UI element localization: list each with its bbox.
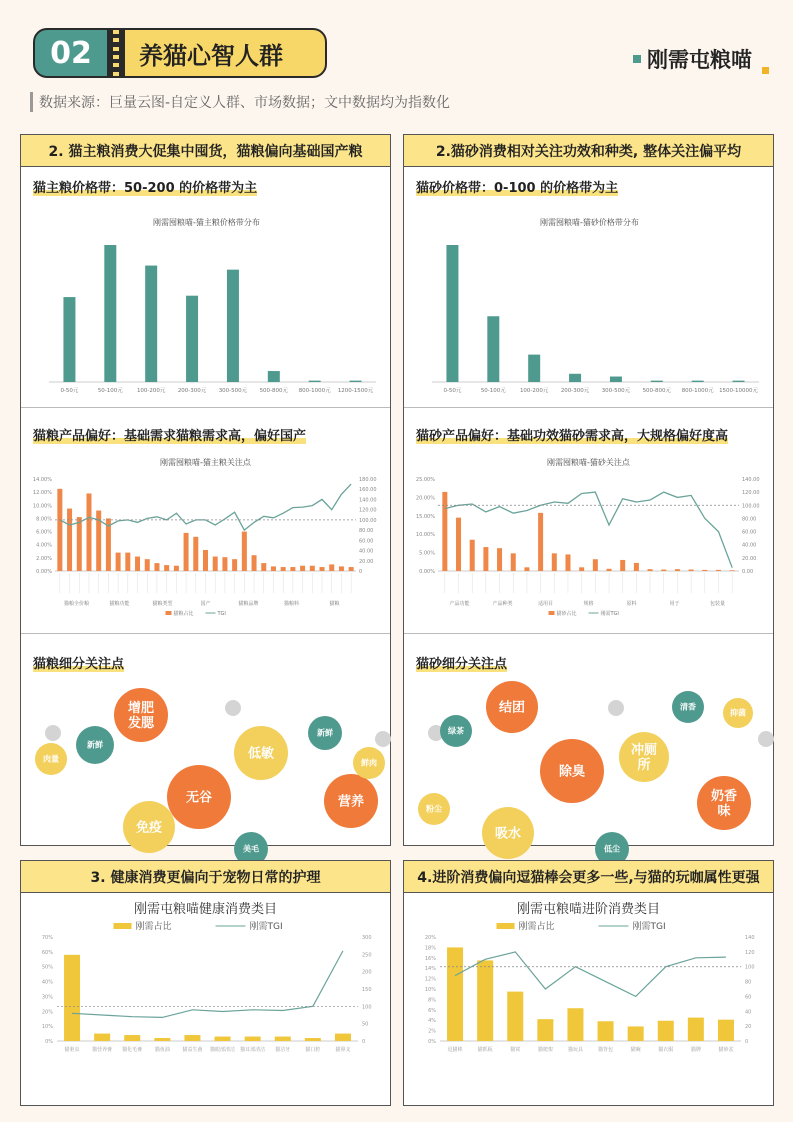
bar: [537, 1019, 553, 1041]
x-tick-label: 猫营养膏: [92, 1047, 113, 1053]
group-label: 用于: [669, 601, 680, 607]
y2-tick-label: 100: [362, 1004, 372, 1011]
y-tick-label: 10.00%: [32, 503, 52, 510]
chart-health-categories: [23, 897, 388, 1103]
bar: [350, 381, 362, 382]
divider: [404, 407, 773, 408]
x-tick-label: 1200-1500元: [337, 388, 374, 394]
x-tick-label: 猫抓板: [477, 1047, 493, 1053]
y-tick-label: 0.00%: [419, 569, 435, 575]
bar: [702, 570, 707, 571]
y-tick-label: 70%: [41, 935, 53, 941]
y2-tick-label: 100.00: [359, 517, 377, 524]
bar: [689, 570, 694, 571]
bubble-label: 结团: [498, 700, 526, 716]
bubble-label: 除臭: [558, 764, 586, 780]
bar: [349, 567, 354, 571]
bubble-label: 增肥: [127, 700, 155, 716]
subtitle-price-band: 猫主粮价格带：50-200 的价格带为主: [33, 181, 258, 196]
y-tick-label: 12%: [424, 976, 436, 983]
bar: [305, 1038, 321, 1041]
bar: [329, 564, 334, 571]
bar: [252, 555, 257, 571]
legend-line-label: 刚需TGI: [600, 611, 619, 617]
y-tick-label: 0.00%: [36, 569, 52, 575]
bubble-label: 味: [717, 803, 731, 819]
y2-tick-label: 100.00: [742, 503, 760, 510]
group-label: 原料: [626, 601, 637, 607]
chart-cat-litter-price: [412, 205, 767, 400]
y2-tick-label: 60: [745, 994, 752, 1001]
x-tick-label: 500-800元: [642, 388, 672, 394]
bar: [245, 1037, 261, 1041]
x-tick-label: 猫眼部清洁: [210, 1047, 236, 1053]
x-tick-label: 200-300元: [177, 388, 207, 394]
x-tick-label: 1500-10000元: [719, 388, 759, 394]
bar: [203, 550, 208, 571]
bar: [57, 489, 62, 571]
bubble-label: 营养: [337, 794, 365, 810]
y2-tick-label: 120.00: [359, 507, 377, 514]
legend-bar-swatch: [497, 923, 515, 929]
bar: [593, 559, 598, 571]
legend-bar-swatch: [166, 611, 172, 615]
bar: [446, 245, 458, 382]
bubble-label: 奶香: [710, 788, 738, 804]
legend-line-label: 刚需TGI: [632, 922, 666, 932]
bar: [174, 566, 179, 571]
y-tick-label: 8%: [428, 997, 436, 1004]
panel-title: 2. 猫主粮消费大促集中囤货，猫粮偏向基础国产粮: [21, 135, 390, 167]
y2-tick-label: 120: [745, 949, 755, 956]
bubble-cat-litter: [404, 683, 773, 854]
bar: [135, 557, 140, 571]
bar: [261, 563, 266, 571]
bar: [658, 1021, 674, 1041]
y-tick-label: 14.00%: [32, 477, 52, 483]
subtitle-detail-focus: 猫粮细分关注点: [33, 657, 125, 672]
bar: [447, 947, 463, 1041]
x-tick-label: 50-100元: [480, 388, 506, 394]
bar: [718, 1020, 734, 1041]
bar: [598, 1021, 614, 1041]
bubble-label: 低敏: [247, 746, 275, 762]
y-tick-label: 25.00%: [415, 477, 435, 483]
group-label: 规格: [583, 601, 594, 607]
bar: [569, 374, 581, 382]
tgi-line: [455, 952, 726, 997]
bubble-label: 新鲜: [87, 740, 103, 750]
x-tick-label: 300-500元: [218, 388, 248, 394]
bar: [232, 559, 237, 571]
y2-tick-label: 80.00: [742, 516, 757, 523]
y-tick-label: 10%: [424, 987, 436, 993]
bar: [651, 381, 663, 382]
y2-tick-label: 50: [362, 1021, 369, 1028]
y-tick-label: 20%: [41, 1009, 53, 1016]
divider: [21, 633, 390, 634]
y-tick-label: 15.00%: [415, 513, 435, 520]
y-tick-label: 5.00%: [419, 550, 435, 557]
chart-cat-food-focus: [23, 451, 388, 621]
bar: [579, 567, 584, 571]
tgi-line: [72, 951, 343, 1018]
x-tick-label: 猫鼻支: [335, 1047, 351, 1053]
x-tick-label: 猫牌: [690, 1047, 701, 1053]
group-label: 猫粮: [329, 601, 340, 607]
group-label: 猫粮品牌: [238, 601, 259, 607]
bar: [487, 316, 499, 382]
x-tick-label: 猫衣服: [658, 1047, 674, 1053]
legend-line-label: 刚需TGI: [249, 922, 283, 932]
group-label: 产品功能: [449, 601, 470, 607]
y2-tick-label: 20.00: [359, 558, 374, 565]
y-tick-label: 0%: [45, 1039, 53, 1045]
group-label: 国产: [200, 601, 211, 607]
bar: [310, 566, 315, 571]
y2-tick-label: 40.00: [742, 542, 757, 549]
bar: [733, 381, 745, 382]
y2-tick-label: 300: [362, 935, 372, 941]
bar: [124, 1035, 140, 1041]
bubble-label: 粉尘: [426, 804, 442, 814]
bar: [456, 518, 461, 571]
group-label: 产品种类: [492, 601, 513, 607]
section-number: 02: [33, 28, 109, 78]
bubble-label: 无谷: [185, 790, 213, 806]
divider: [21, 407, 390, 408]
bubble-label: 冲厕: [630, 742, 658, 758]
bar: [335, 1034, 351, 1041]
decor-bubble: [608, 700, 624, 716]
bar: [320, 567, 325, 571]
y-tick-label: 8.00%: [36, 516, 52, 523]
bubble-label: 所: [637, 757, 651, 773]
bar: [184, 1035, 200, 1041]
subtitle-price-band: 猫砂价格带：0-100 的价格带为主: [416, 181, 619, 196]
y2-tick-label: 140.00: [742, 477, 760, 483]
bar: [628, 1026, 644, 1041]
y2-tick-label: 0.00: [742, 569, 754, 575]
x-tick-label: 猫洁牙: [275, 1047, 291, 1053]
bubble-label: 发腮: [127, 715, 155, 731]
group-label: 猫粮全价粮: [63, 601, 90, 607]
x-tick-label: 800-1000元: [681, 388, 714, 394]
y2-tick-label: 0: [359, 569, 363, 575]
legend-bar-label: 猫砂占比: [556, 611, 577, 617]
y2-tick-label: 60.00: [359, 538, 374, 545]
y-tick-label: 6.00%: [36, 529, 52, 536]
bar: [507, 992, 523, 1041]
x-tick-label: 猫背包: [598, 1047, 614, 1053]
bar: [184, 533, 189, 571]
panel-health-consumption: [20, 860, 391, 1106]
y-tick-label: 18%: [424, 945, 436, 952]
bar: [275, 1037, 291, 1041]
y2-tick-label: 200: [362, 969, 372, 976]
decor-bubble: [45, 725, 61, 741]
bar: [268, 371, 280, 382]
y-tick-label: 50%: [41, 964, 53, 971]
bar: [271, 566, 276, 571]
y2-tick-label: 160.00: [359, 487, 377, 494]
y2-tick-label: 0: [362, 1039, 366, 1045]
panel-advanced-consumption: [403, 860, 774, 1106]
chart-title: 刚需囤粮喵-猫砂关注点: [547, 458, 630, 467]
y2-tick-label: 60.00: [742, 529, 757, 536]
bubble-label: 肉量: [43, 754, 59, 764]
legend-bar-swatch: [549, 611, 555, 615]
group-label: 猫粮料: [283, 601, 300, 607]
bar: [94, 1034, 110, 1041]
x-tick-label: 猫耳部清洁: [240, 1047, 266, 1053]
y2-tick-label: 20.00: [742, 555, 757, 562]
panel-title: 4.进阶消费偏向逗猫棒会更多一些,与猫的玩咖属性更强: [404, 861, 773, 893]
bubble-label: 清香: [680, 702, 696, 712]
x-tick-label: 800-1000元: [298, 388, 331, 394]
y-tick-label: 6%: [428, 1007, 436, 1014]
bubble-label: 绿茶: [448, 726, 464, 736]
x-tick-label: 100-200元: [136, 388, 166, 394]
y-tick-label: 0%: [428, 1039, 436, 1045]
bar: [77, 517, 82, 571]
bar: [483, 547, 488, 571]
panel-cat-litter: [403, 134, 774, 854]
bar: [528, 355, 540, 382]
y-tick-label: 10%: [41, 1024, 53, 1031]
bar: [339, 566, 344, 571]
bar: [661, 570, 666, 571]
x-tick-label: 猫驱虫: [64, 1047, 80, 1053]
tgi-line: [60, 484, 351, 530]
y-tick-label: 40%: [41, 979, 53, 986]
x-tick-label: 猫口腔: [305, 1047, 321, 1053]
bar: [154, 563, 159, 571]
section-title: 养猫心智人群: [123, 28, 327, 78]
y-tick-label: 20%: [424, 935, 436, 941]
y-tick-label: 20.00%: [415, 495, 435, 502]
x-tick-label: 500-800元: [259, 388, 289, 394]
y-tick-label: 4%: [428, 1018, 436, 1025]
bar: [281, 567, 286, 571]
y2-tick-label: 140: [745, 935, 755, 941]
bar: [86, 493, 91, 571]
y2-tick-label: 0: [745, 1039, 749, 1045]
x-tick-label: 猫益生菌: [182, 1047, 203, 1053]
data-source-note: 数据来源：巨量云图-自定义人群、市场数据；文中数据均为指数化: [30, 92, 450, 112]
bar: [64, 955, 80, 1041]
y2-tick-label: 80.00: [359, 528, 374, 535]
y-tick-label: 12.00%: [32, 490, 52, 497]
bar: [511, 553, 516, 571]
bar: [470, 540, 475, 571]
y2-tick-label: 180.00: [359, 477, 377, 483]
chart-advanced-categories: [406, 897, 771, 1103]
bar: [193, 537, 198, 571]
chart-cat-food-price: [29, 205, 384, 400]
bar: [116, 553, 121, 571]
legend-bar-label: 猫粮占比: [173, 611, 194, 617]
brand-dot-icon: [762, 67, 769, 74]
chart-title: 刚需囤粮喵-猫砂价格带分布: [540, 218, 639, 227]
brand-square-icon: [633, 55, 641, 63]
bar: [730, 570, 735, 571]
x-tick-label: 50-100元: [97, 388, 123, 394]
panel-title: 2.猫砂消费相对关注功效和种类, 整体关注偏平均: [404, 135, 773, 167]
group-label: 猫粮类型: [152, 601, 173, 607]
legend-line-label: TGI: [217, 611, 226, 617]
subtitle-product-pref: 猫粮产品偏好：基础需求猫粮需求高，偏好国产: [33, 429, 307, 444]
chart-title: 刚需屯粮喵健康消费类目: [133, 902, 278, 917]
group-label: 猫粮功能: [109, 601, 130, 607]
y2-tick-label: 100: [745, 964, 755, 971]
subtitle-product-pref: 猫砂产品偏好：基础功效猫砂需求高，大规格偏好度高: [416, 429, 729, 444]
bar: [524, 567, 529, 571]
y-tick-label: 14%: [424, 966, 436, 973]
decor-bubble: [225, 700, 241, 716]
bar: [104, 245, 116, 382]
bar: [309, 381, 321, 382]
bubble-label: 鲜肉: [361, 758, 377, 768]
bar: [567, 1008, 583, 1041]
bar: [675, 569, 680, 571]
divider: [404, 633, 773, 634]
group-label: 包装量: [709, 601, 726, 607]
y2-tick-label: 150: [362, 987, 372, 993]
chart-title: 刚需屯粮喵进阶消费类目: [516, 902, 661, 917]
y2-tick-label: 40.00: [359, 548, 374, 555]
bar: [227, 270, 239, 382]
bar: [125, 553, 130, 571]
x-tick-label: 猫爬架: [537, 1047, 553, 1053]
group-label: 适用目: [537, 601, 554, 607]
legend-bar-label: 刚需占比: [518, 922, 555, 932]
y-tick-label: 10.00%: [415, 532, 435, 539]
x-tick-label: 猫砂盆: [718, 1047, 734, 1053]
bar: [610, 377, 622, 382]
bar: [648, 569, 653, 571]
bar: [154, 1038, 170, 1041]
chart-cat-litter-focus: [406, 451, 771, 621]
bubble-label: 新鲜: [317, 728, 333, 738]
bar: [620, 560, 625, 571]
brand-name: 刚需屯粮喵: [647, 48, 752, 72]
bar: [63, 297, 75, 382]
bar: [497, 548, 502, 571]
x-tick-label: 300-500元: [601, 388, 631, 394]
brand-logo: [633, 44, 769, 74]
x-tick-label: 猫窝: [510, 1047, 521, 1053]
legend-bar-swatch: [114, 923, 132, 929]
x-tick-label: 100-200元: [519, 388, 549, 394]
bubble-label: 免疫: [135, 820, 163, 836]
y2-tick-label: 20: [745, 1024, 752, 1031]
bar: [477, 960, 493, 1041]
bar: [442, 492, 447, 571]
bubble-label: 低尘: [604, 844, 620, 854]
bar: [145, 266, 157, 382]
bar: [688, 1018, 704, 1041]
bar: [186, 296, 198, 382]
bar: [716, 570, 721, 571]
x-tick-label: 逗猫棒: [447, 1047, 463, 1053]
x-tick-label: 猫化毛膏: [122, 1047, 143, 1053]
decor-bubble: [375, 731, 391, 747]
decor-bubble: [758, 731, 774, 747]
bar: [145, 559, 150, 571]
bar: [692, 381, 704, 382]
subtitle-detail-focus: 猫砂细分关注点: [416, 657, 508, 672]
bubble-label: 美毛: [243, 844, 259, 854]
bubble-cat-food: [21, 683, 390, 854]
chart-title: 刚需囤粮喵-猫主粮价格带分布: [153, 218, 260, 227]
bar: [634, 563, 639, 571]
x-tick-label: 猫碗: [630, 1047, 641, 1053]
x-tick-label: 0-50元: [443, 388, 462, 394]
y-tick-label: 60%: [41, 949, 53, 956]
x-tick-label: 200-300元: [560, 388, 590, 394]
bubble-label: 吸水: [494, 826, 522, 842]
panel-cat-food: [20, 134, 391, 854]
panel-title: 3. 健康消费更偏向于宠物日常的护理: [21, 861, 390, 893]
chart-title: 刚需囤粮喵-猫主粮关注点: [160, 458, 251, 467]
bar: [607, 569, 612, 571]
bar: [67, 509, 72, 571]
bar: [222, 557, 227, 571]
y-tick-label: 16%: [424, 955, 436, 962]
bar: [565, 554, 570, 571]
bar: [215, 1037, 231, 1041]
bar: [213, 557, 218, 571]
bar: [300, 566, 305, 571]
bubble-label: 抑菌: [730, 708, 746, 718]
y2-tick-label: 120.00: [742, 490, 760, 497]
x-tick-label: 猫玩具: [567, 1047, 583, 1053]
y2-tick-label: 140.00: [359, 497, 377, 504]
y2-tick-label: 80: [745, 979, 752, 986]
x-tick-label: 0-50元: [60, 388, 79, 394]
bar: [538, 513, 543, 571]
y-tick-label: 2%: [428, 1028, 436, 1035]
y-tick-label: 2.00%: [36, 555, 52, 562]
bar: [164, 565, 169, 571]
bar: [552, 553, 557, 571]
y2-tick-label: 40: [745, 1009, 752, 1016]
bar: [290, 567, 295, 571]
y2-tick-label: 250: [362, 952, 372, 959]
y-tick-label: 4.00%: [36, 542, 52, 549]
film-strip-decoration: [109, 28, 123, 78]
bar: [242, 532, 247, 571]
legend-bar-label: 刚需占比: [135, 922, 172, 932]
x-tick-label: 猫鱼油: [154, 1047, 170, 1053]
y-tick-label: 30%: [41, 994, 53, 1001]
